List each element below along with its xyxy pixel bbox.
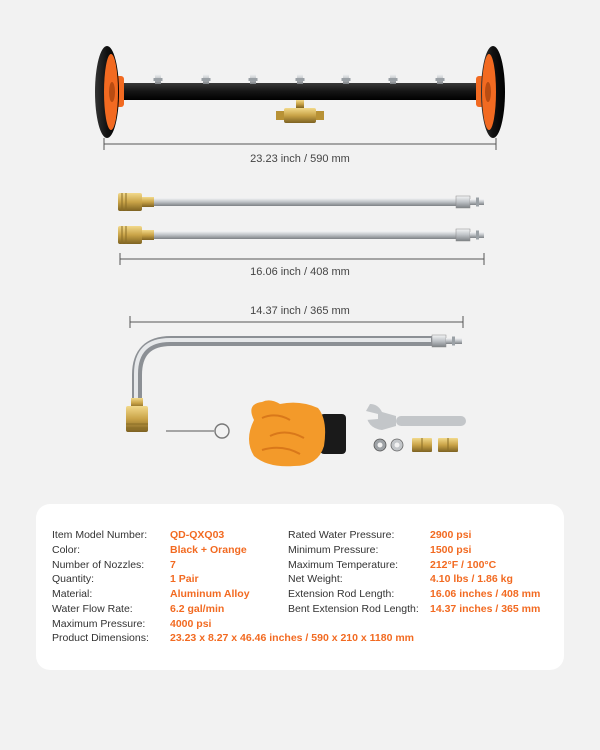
spec-row xyxy=(52,543,250,558)
spec-label: Maximum Pressure: xyxy=(52,617,146,630)
undercarriage-washer xyxy=(95,46,505,138)
specifications-card xyxy=(36,504,564,670)
spec-label: Quantity: xyxy=(52,573,95,586)
spec-value: Black + Orange xyxy=(170,543,247,556)
wrench xyxy=(366,404,466,430)
spec-label: Number of Nozzles: xyxy=(52,558,145,571)
spec-value: 14.37 inches / 365 mm xyxy=(430,602,541,615)
spec-value: 4000 psi xyxy=(170,617,212,630)
dimension-label-rod: 16.06 inch / 408 mm xyxy=(250,266,350,278)
extension-rod xyxy=(118,226,484,244)
spec-value: 1 Pair xyxy=(170,573,199,586)
dimension-line-bent-rod xyxy=(130,316,463,328)
right-wheel xyxy=(476,46,505,138)
nozzle xyxy=(154,74,163,84)
spec-value: QD-QXQ03 xyxy=(170,529,225,541)
spec-label: Water Flow Rate: xyxy=(52,602,133,615)
spec-row xyxy=(52,617,250,632)
dimension-label-bent-rod: 14.37 inch / 365 mm xyxy=(250,305,350,317)
dimension-label-brush: 23.23 inch / 590 mm xyxy=(250,153,350,165)
spec-label: Item Model Number: xyxy=(52,529,148,541)
spec-label: Minimum Pressure: xyxy=(288,543,379,556)
spec-row xyxy=(52,587,250,602)
spec-value: 2900 psi xyxy=(430,529,472,541)
spec-value: 7 xyxy=(170,558,176,571)
spec-row xyxy=(52,558,250,573)
nozzle xyxy=(296,74,305,84)
nuts-and-fittings xyxy=(374,438,458,452)
spec-value: 212°F / 100°C xyxy=(430,558,497,571)
spec-row xyxy=(288,528,540,543)
spec-row xyxy=(288,543,540,558)
specs-right-column xyxy=(288,528,540,617)
spec-label: Product Dimensions: xyxy=(52,632,149,644)
spec-row xyxy=(288,572,540,587)
brass-inlet xyxy=(276,100,324,123)
nozzle xyxy=(389,74,398,84)
spec-row xyxy=(52,528,250,543)
spec-value: 23.23 x 8.27 x 46.46 inches / 590 x 210 x 1180 mm xyxy=(170,632,415,644)
spec-row xyxy=(288,602,540,617)
spec-label: Rated Water Pressure: xyxy=(288,529,395,541)
spec-label: Net Weight: xyxy=(288,573,343,586)
spec-row xyxy=(52,602,250,617)
spec-label: Maximum Temperature: xyxy=(288,558,399,571)
spec-row xyxy=(52,572,250,587)
spec-row-product-dimensions xyxy=(52,632,414,644)
spec-label: Bent Extension Rod Length: xyxy=(288,602,419,615)
nozzles xyxy=(154,74,445,84)
spec-row xyxy=(288,587,540,602)
dimension-line-brush xyxy=(104,138,496,150)
spec-value: 6.2 gal/min xyxy=(170,602,225,615)
nozzle xyxy=(436,74,445,84)
washer-bar xyxy=(110,83,492,100)
spec-value: 1500 psi xyxy=(430,543,472,556)
nozzle xyxy=(249,74,258,84)
spec-value: 4.10 lbs / 1.86 kg xyxy=(430,573,513,586)
nozzle xyxy=(342,74,351,84)
specs-left-column xyxy=(52,528,250,632)
nozzle xyxy=(202,74,211,84)
wash-mitt xyxy=(249,400,346,466)
spec-label: Extension Rod Length: xyxy=(288,588,395,601)
spec-label: Material: xyxy=(52,588,93,601)
extension-rod xyxy=(118,193,484,211)
left-wheel xyxy=(95,46,124,138)
spec-row xyxy=(288,558,540,573)
nozzle-cleaning-pin xyxy=(166,424,229,438)
spec-label: Color: xyxy=(52,543,81,556)
spec-value: 16.06 inches / 408 mm xyxy=(430,588,541,601)
spec-value: Aluminum Alloy xyxy=(170,588,250,601)
dimension-line-rod xyxy=(120,253,484,265)
